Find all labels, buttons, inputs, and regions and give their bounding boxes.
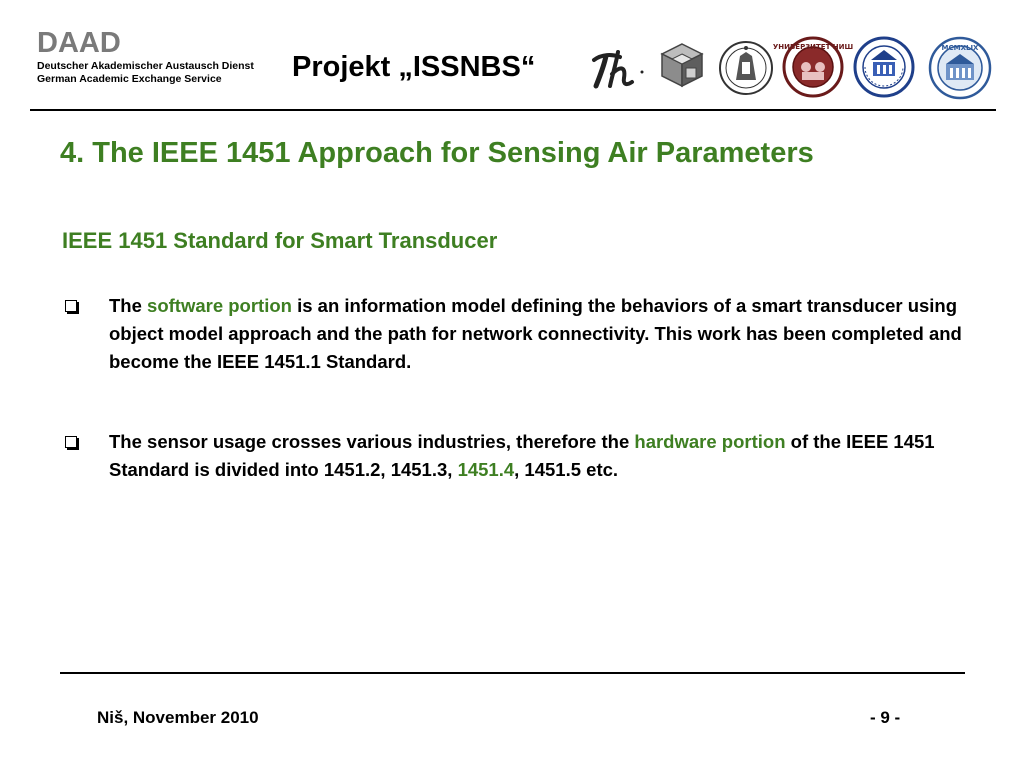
- bullet1-pre: The: [109, 295, 148, 316]
- university-seal-4-icon: [928, 36, 992, 100]
- slide-title: 4. The IEEE 1451 Approach for Sensing Air Parameters: [60, 137, 814, 169]
- seal2-text: УНИВЕРЗИТЕТ НИШ: [772, 43, 854, 51]
- bullet2-highlight: hardware portion: [634, 431, 786, 452]
- bullet-checkbox-icon: [65, 436, 77, 448]
- daad-name-english: German Academic Exchange Service: [37, 73, 222, 85]
- cube-logo-icon: [656, 40, 708, 92]
- slide-header: [0, 0, 1024, 112]
- bullet2-highlight2: 1451.4: [457, 459, 515, 480]
- tu-logo-icon: [590, 48, 652, 90]
- bullet2-mid: of the IEEE 1451 Standard is divided into 1451.2, 1451.3,: [109, 431, 935, 480]
- project-title: Projekt „ISSNBS“: [292, 51, 536, 83]
- bullet-checkbox-icon: [65, 300, 77, 312]
- university-seal-3-icon: [853, 36, 915, 98]
- bullet2-post: , 1451.5 etc.: [514, 459, 619, 480]
- seal4-text: MCMXLIX: [941, 44, 979, 52]
- bullet1-highlight: software portion: [147, 295, 292, 316]
- page-number: - 9 -: [870, 708, 901, 727]
- bullet2-pre: The sensor usage crosses various industries, therefore the: [109, 431, 635, 452]
- university-seal-2-icon: [772, 36, 854, 98]
- footer-place-date: Niš, November 2010: [97, 708, 259, 727]
- footer-divider: [60, 672, 965, 674]
- university-seal-1-icon: [718, 40, 774, 96]
- bullet-item-software: [109, 292, 969, 376]
- bullet-item-hardware: [109, 428, 969, 484]
- daad-logo-text: DAAD: [37, 27, 121, 59]
- daad-name-german: Deutscher Akademischer Austausch Dienst: [37, 60, 254, 72]
- bullet1-post: is an information model defining the behaviors of a smart transducer using object model approach and the path for network connectivity. This work has been completed and become the IEEE 1451.1 Standard.: [109, 295, 962, 372]
- header-divider: [30, 109, 996, 111]
- slide-subtitle: IEEE 1451 Standard for Smart Transducer: [62, 228, 498, 253]
